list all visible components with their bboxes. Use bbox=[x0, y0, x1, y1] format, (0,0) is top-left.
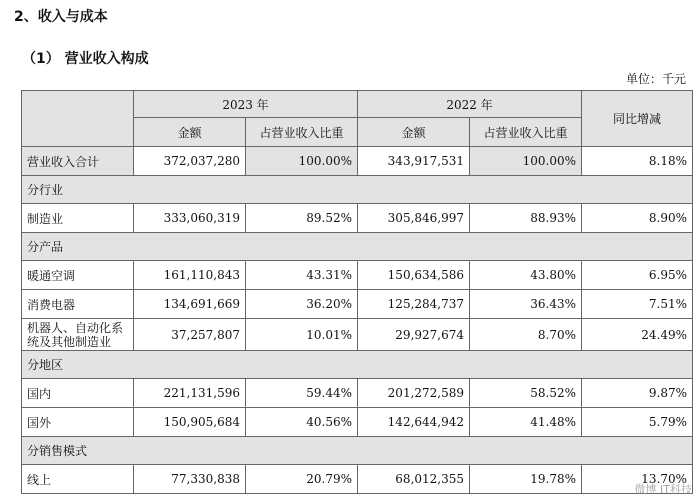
header-ratio-2022: 占营业收入比重 bbox=[470, 118, 582, 147]
cell-ratio-2022: 41.48% bbox=[470, 408, 582, 437]
row-label: 国外 bbox=[22, 408, 134, 437]
cell-ratio-2023: 89.52% bbox=[246, 204, 358, 233]
cell-amount-2022: 343,917,531 bbox=[358, 147, 470, 176]
table-row-total bbox=[22, 147, 693, 176]
cell-amount-2022: 142,644,942 bbox=[358, 408, 470, 437]
header-blank bbox=[22, 91, 134, 147]
cell-amount-2023: 161,110,843 bbox=[134, 261, 246, 290]
cell-yoy: 6.95% bbox=[582, 261, 693, 290]
cell-ratio-2022: 43.80% bbox=[470, 261, 582, 290]
cell-amount-2023: 221,131,596 bbox=[134, 379, 246, 408]
cell-yoy: 9.87% bbox=[582, 379, 693, 408]
cell-yoy: 13.70% bbox=[582, 465, 693, 494]
cell-ratio-2023: 10.01% bbox=[246, 319, 358, 351]
weibo-watermark: 微博 IT科技 bbox=[634, 483, 692, 496]
cell-ratio-2022: 88.93% bbox=[470, 204, 582, 233]
cell-amount-2023: 150,905,684 bbox=[134, 408, 246, 437]
unit-label: 单位：千元 bbox=[625, 72, 686, 86]
section-row-industry bbox=[22, 176, 693, 204]
cell-ratio-2023: 36.20% bbox=[246, 290, 358, 319]
cell-ratio-2022: 36.43% bbox=[470, 290, 582, 319]
section-row-product bbox=[22, 233, 693, 261]
header-amount-2022: 金额 bbox=[358, 118, 470, 147]
header-yoy: 同比增减 bbox=[582, 91, 693, 147]
cell-amount-2022: 150,634,586 bbox=[358, 261, 470, 290]
cell-ratio-2022: 58.52% bbox=[470, 379, 582, 408]
row-label: 线上 bbox=[22, 465, 134, 494]
header-year-2023: 2023 年 bbox=[134, 91, 358, 118]
header-ratio-2023: 占营业收入比重 bbox=[246, 118, 358, 147]
table-row bbox=[22, 204, 693, 233]
row-label: 国内 bbox=[22, 379, 134, 408]
section-title-sales-mode: 分销售模式 bbox=[22, 437, 693, 465]
section-row-sales-mode bbox=[22, 437, 693, 465]
cell-amount-2023: 134,691,669 bbox=[134, 290, 246, 319]
row-label: 制造业 bbox=[22, 204, 134, 233]
row-label: 机器人、自动化系统及其他制造业 bbox=[22, 319, 134, 351]
section-title-product: 分产品 bbox=[22, 233, 693, 261]
table-row bbox=[22, 319, 693, 351]
cell-ratio-2023: 43.31% bbox=[246, 261, 358, 290]
header-year-2022: 2022 年 bbox=[358, 91, 582, 118]
row-label: 消费电器 bbox=[22, 290, 134, 319]
header-amount-2023: 金额 bbox=[134, 118, 246, 147]
cell-amount-2022: 68,012,355 bbox=[358, 465, 470, 494]
cell-ratio-2023: 59.44% bbox=[246, 379, 358, 408]
table-row bbox=[22, 261, 693, 290]
section-row-region bbox=[22, 351, 693, 379]
section-title: 2、收入与成本 bbox=[14, 9, 108, 25]
section-title-region: 分地区 bbox=[22, 351, 693, 379]
table-row bbox=[22, 408, 693, 437]
cell-ratio-2022: 100.00% bbox=[470, 147, 582, 176]
revenue-table bbox=[21, 90, 693, 494]
cell-yoy: 7.51% bbox=[582, 290, 693, 319]
cell-amount-2022: 305,846,997 bbox=[358, 204, 470, 233]
subsection-title: （1） 营业收入构成 bbox=[22, 51, 149, 67]
cell-amount-2022: 201,272,589 bbox=[358, 379, 470, 408]
cell-amount-2022: 125,284,737 bbox=[358, 290, 470, 319]
row-label: 暖通空调 bbox=[22, 261, 134, 290]
cell-amount-2023: 37,257,807 bbox=[134, 319, 246, 351]
cell-yoy: 8.18% bbox=[582, 147, 693, 176]
cell-ratio-2022: 19.78% bbox=[470, 465, 582, 494]
cell-yoy: 8.90% bbox=[582, 204, 693, 233]
cell-yoy: 24.49% bbox=[582, 319, 693, 351]
table-row bbox=[22, 465, 693, 494]
cell-amount-2023: 372,037,280 bbox=[134, 147, 246, 176]
cell-amount-2022: 29,927,674 bbox=[358, 319, 470, 351]
table-row bbox=[22, 290, 693, 319]
section-title-industry: 分行业 bbox=[22, 176, 693, 204]
cell-yoy: 5.79% bbox=[582, 408, 693, 437]
table-row bbox=[22, 379, 693, 408]
cell-amount-2023: 77,330,838 bbox=[134, 465, 246, 494]
cell-ratio-2022: 8.70% bbox=[470, 319, 582, 351]
cell-ratio-2023: 20.79% bbox=[246, 465, 358, 494]
cell-amount-2023: 333,060,319 bbox=[134, 204, 246, 233]
cell-ratio-2023: 100.00% bbox=[246, 147, 358, 176]
row-label: 营业收入合计 bbox=[22, 147, 134, 176]
cell-ratio-2023: 40.56% bbox=[246, 408, 358, 437]
